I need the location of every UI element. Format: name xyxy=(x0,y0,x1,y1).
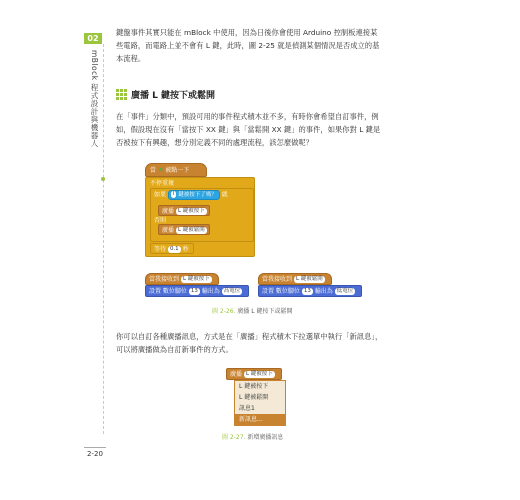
message-dropdown: L 鍵被鬆開 xyxy=(177,227,205,233)
dropdown-option[interactable]: L 鍵被鬆開 xyxy=(239,394,269,401)
output-label: 輸出為 xyxy=(201,288,220,295)
set-pin-high-block xyxy=(145,285,249,297)
figure-text: 廣播 L 鍵按下或鬆開 xyxy=(237,308,293,315)
then-label: 就 xyxy=(221,191,228,199)
text-line: 在「事件」分類中，預設可用的事件程式積木並不多，有時你會希望自訂事件，例 xyxy=(116,112,379,121)
broadcast-paragraph xyxy=(116,330,416,356)
broadcast-label: 廣播 xyxy=(162,227,175,234)
dropdown-option[interactable]: L 鍵被按下 xyxy=(239,383,269,390)
broadcast-pressed-block xyxy=(158,205,210,216)
chapter-number-badge: 02 xyxy=(84,33,102,44)
figure-number: 圖 2-26. xyxy=(212,308,236,315)
when-label: 當 xyxy=(150,167,157,174)
when-receive-label: 當我接收到 xyxy=(149,276,180,283)
forever-label: 不停重複 xyxy=(150,180,175,187)
broadcast-released-block xyxy=(158,224,210,235)
text-line: 鍵盤事件其實只能在 mBlock 中使用，因為日後你會使用 Arduino 控制板連接某 xyxy=(116,28,378,37)
intro-paragraph xyxy=(116,26,416,65)
message-dropdown-menu xyxy=(234,380,286,426)
when-flag-clicked-block xyxy=(145,163,207,177)
pin-input: 13 xyxy=(190,288,198,294)
output-label: 輸出為 xyxy=(314,288,333,295)
broadcast-block xyxy=(226,368,282,380)
when-receive-released-block xyxy=(258,273,332,285)
pin-input: 13 xyxy=(303,288,311,294)
else-label: 否則 xyxy=(154,217,167,224)
text-line: 本流程。 xyxy=(116,54,146,63)
grid-bullet-icon xyxy=(116,89,127,100)
figure-text: 新增廣播訊息 xyxy=(247,434,284,441)
wait-block xyxy=(150,243,194,254)
chapter-title: mBlock 程式設計與機器人 xyxy=(90,50,99,148)
figure-number: 圖 2-27. xyxy=(222,434,246,441)
key-dropdown: l xyxy=(172,191,175,197)
when-receive-label: 當我接收到 xyxy=(262,276,293,283)
dropdown-option[interactable]: 訊息1 xyxy=(239,405,255,412)
wait-unit-label: 秒 xyxy=(182,246,189,253)
margin-divider xyxy=(103,44,104,434)
message-dropdown: L 鍵被按下 xyxy=(177,208,205,214)
text-line: 些電路，而電路上並不會有 L 鍵，此時，圖 2-25 就是偵測某個情況是否成立的基 xyxy=(116,41,380,50)
clicked-label: 被點一下 xyxy=(165,167,190,174)
level-dropdown: 低電位 xyxy=(336,288,354,294)
margin-dot xyxy=(101,177,105,181)
set-pin-label: 設置 數位腳位 xyxy=(262,288,300,295)
level-dropdown: 高電位 xyxy=(223,288,241,294)
set-pin-low-block xyxy=(258,285,362,297)
figure-caption xyxy=(222,432,283,441)
figure-caption xyxy=(212,306,293,315)
section-paragraph xyxy=(116,110,416,149)
key-pressed-sensor xyxy=(168,190,220,200)
wait-seconds-input: 0.1 xyxy=(169,246,179,252)
text-line: 你可以自訂各種廣播訊息，方式是在「廣播」程式積木下拉選單中執行「新訊息」， xyxy=(116,332,383,341)
page-number: 2-20 xyxy=(84,447,106,458)
wait-label: 等待 xyxy=(154,246,167,253)
section-heading xyxy=(116,88,215,101)
message-dropdown: L 鍵被鬆開 xyxy=(295,276,323,282)
text-line: 可以將廣播做為自訂新事件的方式。 xyxy=(116,345,233,354)
key-pressed-label: 鍵被按下了嗎？ xyxy=(178,192,217,198)
broadcast-label: 廣播 xyxy=(230,371,243,378)
green-flag-icon: ⚑ xyxy=(157,167,164,174)
when-receive-pressed-block xyxy=(145,273,219,285)
set-pin-label: 設置 數位腳位 xyxy=(149,288,187,295)
text-line: 否被按下有興趣，想分別定義不同的處理流程，該怎麼做呢？ xyxy=(116,138,314,147)
broadcast-label: 廣播 xyxy=(162,208,175,215)
text-line: 如，假設現在沒有「當按下 XX 鍵」與「當鬆開 XX 鍵」的事件，如果你對 L 鍵是 xyxy=(116,125,381,134)
if-label: 如果 xyxy=(154,191,167,199)
message-dropdown[interactable]: L 鍵被按下 xyxy=(245,371,273,377)
message-dropdown: L 鍵被按下 xyxy=(182,276,210,282)
new-message-option[interactable]: 新訊息... xyxy=(235,414,285,425)
section-heading-text: 廣播 L 鍵按下或鬆開 xyxy=(131,91,216,101)
